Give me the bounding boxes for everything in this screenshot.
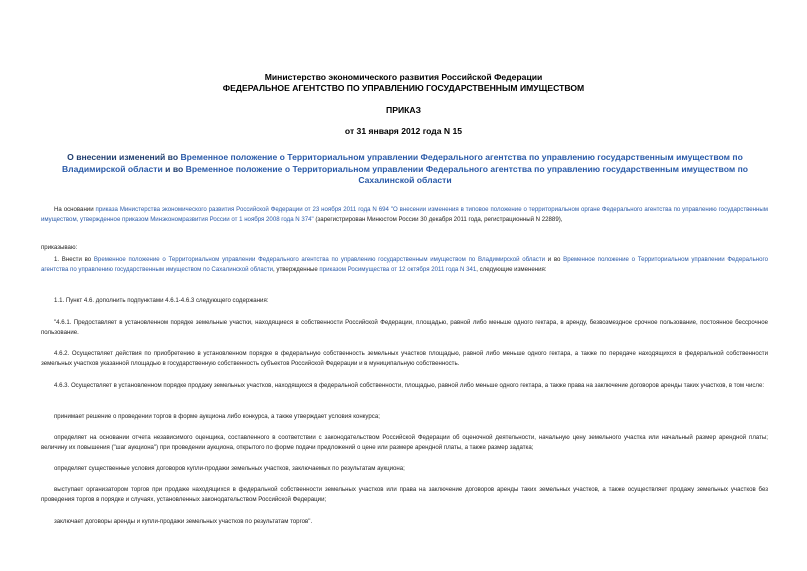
basis-paragraph <box>41 205 768 225</box>
doc-type: ПРИКАЗ <box>386 105 421 115</box>
paragraph-4-6-3: 4.6.3. Осуществляет в установленном порядке продажу земельных участков, находящихся в федеральной собственности, площадью, равной либо меньше одного гектара, а также права на заключение договоров аренды таких участков, в том числе: <box>54 382 765 389</box>
agency-name: ФЕДЕРАЛЬНОЕ АГЕНТСТВО ПО УПРАВЛЕНИЮ ГОСУДАРСТВЕННЫМ ИМУЩЕСТВОМ <box>222 83 585 93</box>
item1-prefix: 1. Внести во <box>54 256 94 263</box>
paragraph-4-6-2: 4.6.2. Осуществляет действия по приобретению в установленном порядке в федеральную собственность земельных участков площадью, равной либо меньше одного гектара, а также по передаче находящихся в федеральной собственности земельных участков указанной площадью в государственную собственность субъектов Российской Федерации и в муниципальную собственность. <box>41 350 768 367</box>
title-prefix: О внесении изменений во <box>67 152 181 162</box>
item1-suffix: , следующие изменения: <box>476 266 547 273</box>
basis-suffix: (зарегистрирован Минюстом России 30 декабря 2011 года, регистрационный N 22889), <box>313 216 563 223</box>
paragraph-auction-decision: принимает решение о проведении торгов в форме аукциона либо конкурса, а также утверждает условия конкурса; <box>54 413 380 420</box>
title-link-vladimir[interactable]: Временное положение о Территориальном управлении Федерального агентства по управлению государственным имуществом по Владимирской области <box>61 152 743 174</box>
item1-link-order-341[interactable]: приказом Росимущества от 12 октября 2011 года N 341 <box>319 266 477 273</box>
paragraph-contracts: заключает договоры аренды и купли-продажи земельных участков по результатам торгов". <box>54 518 313 525</box>
paragraph-price-determination: определяет на основании отчета независимого оценщика, составленного в соответствии с законодательством Российской Федерации об оценочной деятельности, начальную цену земельного участка или начальный размер арендной платы; величину их повышения ("шаг аукциона") при проведении аукциона, открытого по форме подачи предложений о цене или размере арендной платы, а также размер задатка; <box>41 434 768 451</box>
basis-link-order-694[interactable]: приказа Министерства экономического развития Российской Федерации от 23 ноября 2011 года N 694 "О внесении изменения в типовое положение о территориальном органе Федерального агентства по управлению государственным имуществом, утвержденное приказом Минэкономразвития России от 1 ноября 2008 года N 374" <box>41 206 768 223</box>
paragraph-contract-terms: определяет существенные условия договоров купли-продажи земельных участков, заключаемых по результатам аукциона; <box>54 465 405 472</box>
item1-mid2: , утвержденные <box>273 266 320 273</box>
paragraph-1-1: 1.1. Пункт 4.6. дополнить подпунктами 4.6.1-4.6.3 следующего содержания: <box>54 297 269 304</box>
item1-link-vladimir[interactable]: Временное положение о Территориальном управлении Федерального агентства по управлению государственным имуществом по Владимирской области <box>93 256 546 263</box>
item1-link-sakhalin[interactable]: Временное положение о Территориальном управлении Федерального агентства по управлению государственным имуществом по Сахалинской области <box>41 256 768 273</box>
document-title <box>50 152 760 187</box>
paragraph-4-6-1: "4.6.1. Предоставляет в установленном порядке земельные участки, находящиеся в собственности Российской Федерации, площадью, равной либо меньше одного гектара, в аренду, безвозмездное срочное пользование, постоянное бессрочное пользование. <box>41 319 768 336</box>
basis-prefix: На основании <box>54 206 96 213</box>
title-link-sakhalin[interactable]: Временное положение о Территориальном управлении Федерального агентства по управлению государственным имуществом по Сахалинской области <box>185 163 749 185</box>
doc-date: от 31 января 2012 года N 15 <box>344 126 463 136</box>
item1-mid: и во <box>545 256 564 263</box>
title-mid: и во <box>162 163 186 174</box>
ministry-name: Министерство экономического развития Российской Федерации <box>264 72 543 82</box>
item-1-paragraph <box>41 255 768 275</box>
order-word: приказываю: <box>41 244 78 251</box>
paragraph-auction-organizer: выступает организатором торгов при продаже находящихся в федеральной собственности земельных участков или права на заключение договоров аренды таких земельных участков, а также осуществляет продажу земельных участков без проведения торгов в порядке и случаях, установленных законодательством Российской Федерации; <box>41 486 768 503</box>
